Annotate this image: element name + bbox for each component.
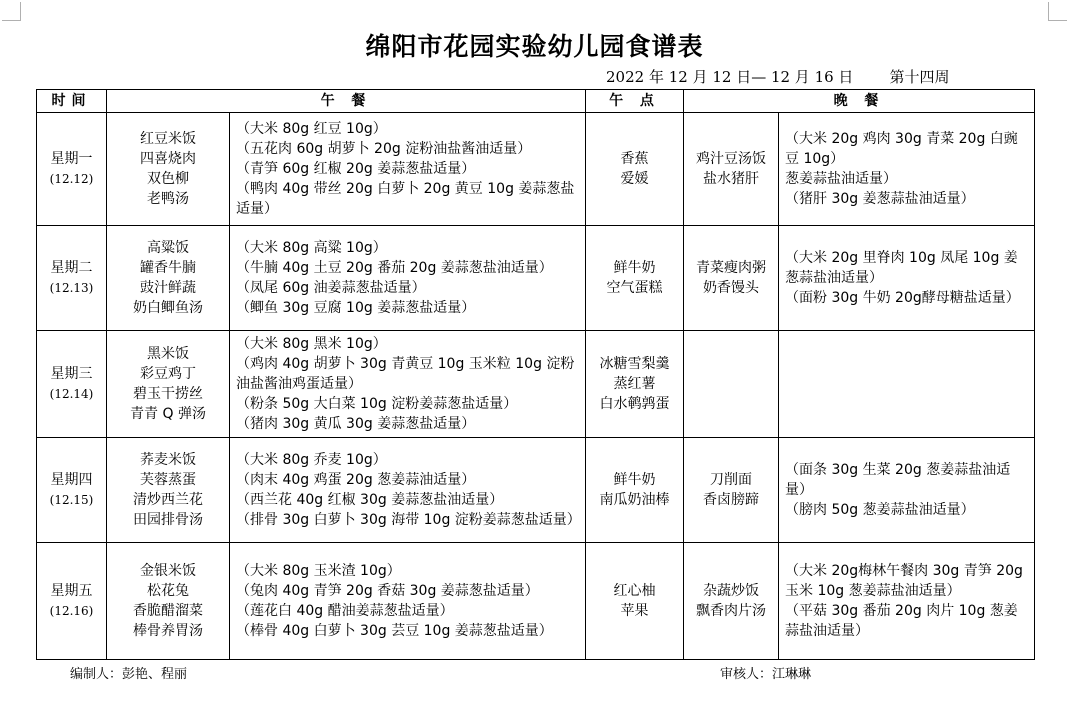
date-line	[606, 66, 949, 87]
lunch-detail: （大米 80g 高粱 10g）	[236, 240, 387, 256]
day-name: 星期四	[50, 472, 93, 488]
snack-cell	[586, 226, 684, 331]
day-date: (12.14)	[49, 387, 94, 401]
dinner-dishes-cell	[684, 543, 779, 660]
lunch-dish: 青青 Q 弹汤	[130, 406, 206, 422]
lunch-detail: （肉末 40g 鸡蛋 20g 葱姜蒜油适量）	[236, 472, 476, 488]
day-row	[37, 543, 1035, 660]
lunch-dish: 奶白鲫鱼汤	[133, 300, 203, 316]
lunch-detail: （粉条 50g 大白菜 10g 淀粉姜蒜葱盐适量）	[236, 396, 518, 412]
day-cell	[37, 331, 107, 438]
lunch-dish: 棒骨养胃汤	[133, 623, 203, 639]
dinner-dish: 奶香馒头	[703, 280, 759, 296]
lunch-detail: （大米 80g 黑米 10g）	[236, 336, 387, 352]
lunch-dish: 罐香牛腩	[140, 260, 196, 276]
dinner-detail: （膀肉 50g 葱姜蒜盐油适量）	[785, 502, 975, 518]
dinner-details-cell	[779, 331, 1035, 438]
lunch-detail: （大米 80g 乔麦 10g）	[236, 452, 387, 468]
lunch-dish: 高粱饭	[147, 240, 189, 256]
dinner-detail: （大米 20g 鸡肉 30g 青菜 20g 白豌豆 10g）	[785, 131, 1018, 167]
dinner-dishes-cell	[684, 331, 779, 438]
lunch-detail: （西兰花 40g 红椒 30g 姜蒜葱盐油适量）	[236, 492, 504, 508]
lunch-dish: 双色柳	[147, 171, 189, 187]
dinner-dishes-cell	[684, 438, 779, 543]
dinner-dish: 香卤膀蹄	[703, 492, 759, 508]
snack-item: 白水鹌鹑蛋	[599, 396, 670, 412]
day-row	[37, 331, 1035, 438]
lunch-dishes-cell	[107, 113, 230, 226]
lunch-detail: （猪肉 30g 黄瓜 30g 姜蒜葱盐适量）	[236, 416, 476, 432]
dinner-dish: 盐水猪肝	[703, 171, 759, 187]
snack-cell	[586, 331, 684, 438]
lunch-detail: （凤尾 60g 油姜蒜葱盐适量）	[236, 280, 426, 296]
menu-table	[36, 89, 1035, 660]
lunch-dish: 四喜烧肉	[140, 151, 196, 167]
dinner-details-cell	[779, 226, 1035, 331]
lunch-dish: 老鸭汤	[147, 191, 189, 207]
lunch-detail: （五花肉 60g 胡萝卜 20g 淀粉油盐酱油适量）	[236, 141, 532, 157]
snack-item: 苹果	[620, 603, 649, 619]
header-lunch: 午 餐	[107, 90, 586, 113]
lunch-details-cell	[230, 226, 586, 331]
page-corner-mark	[2, 2, 21, 21]
lunch-detail: （牛腩 40g 土豆 20g 番茄 20g 姜蒜葱盐油适量）	[236, 260, 553, 276]
day-cell	[37, 543, 107, 660]
editor-label: 编制人：彭艳、程丽	[70, 667, 188, 682]
dinner-details-cell	[779, 438, 1035, 543]
day-cell	[37, 438, 107, 543]
lunch-detail: （青笋 60g 红椒 20g 姜蒜葱盐适量）	[236, 161, 476, 177]
lunch-details-cell	[230, 331, 586, 438]
dinner-detail: （大米 20g梅林午餐肉 30g 青笋 20g 玉米 10g 葱姜蒜盐油适量）	[785, 563, 1023, 599]
lunch-detail: （大米 80g 玉米渣 10g）	[236, 563, 401, 579]
lunch-details-cell	[230, 438, 586, 543]
day-row	[37, 226, 1035, 331]
lunch-dish: 红豆米饭	[140, 131, 196, 147]
snack-item: 红心柚	[613, 583, 656, 599]
day-date: (12.15)	[49, 493, 94, 507]
lunch-dish: 荞麦米饭	[140, 452, 196, 468]
snack-cell	[586, 438, 684, 543]
lunch-details-cell	[230, 543, 586, 660]
page-title: 绵阳市花园实验幼儿园食谱表	[365, 32, 704, 61]
snack-item: 爱媛	[620, 171, 649, 187]
snack-item: 鲜牛奶	[613, 472, 656, 488]
day-date: (12.16)	[49, 604, 94, 618]
lunch-dish: 黑米饭	[147, 346, 189, 362]
lunch-dish: 清炒西兰花	[133, 492, 203, 508]
lunch-dish: 芙蓉蒸蛋	[140, 472, 196, 488]
day-name: 星期一	[50, 151, 93, 167]
day-row	[37, 113, 1035, 226]
day-date: (12.13)	[49, 281, 94, 295]
lunch-detail: （棒骨 40g 白萝卜 30g 芸豆 10g 姜蒜葱盐适量）	[236, 623, 553, 639]
day-cell	[37, 113, 107, 226]
reviewer-label: 审核人：江琳琳	[720, 667, 812, 682]
snack-cell	[586, 113, 684, 226]
lunch-detail: （鸡肉 40g 胡萝卜 30g 青黄豆 10g 玉米粒 10g 淀粉油盐酱油鸡蛋适量）	[236, 356, 575, 392]
lunch-dish: 田园排骨汤	[133, 512, 203, 528]
lunch-dishes-cell	[107, 438, 230, 543]
snack-item: 鲜牛奶	[613, 260, 656, 276]
lunch-detail: （排骨 30g 白萝卜 30g 海带 10g 淀粉姜蒜葱盐适量）	[236, 512, 581, 528]
day-cell	[37, 226, 107, 331]
lunch-dishes-cell	[107, 226, 230, 331]
dinner-details-cell	[779, 543, 1035, 660]
day-name: 星期三	[50, 366, 93, 382]
header-row	[37, 90, 1035, 113]
dinner-detail: （猪肝 30g 姜葱蒜盐油适量）	[785, 191, 975, 207]
lunch-details-cell	[230, 113, 586, 226]
dinner-detail: （面条 30g 生菜 20g 葱姜蒜盐油适量）	[785, 462, 1011, 498]
lunch-dishes-cell	[107, 331, 230, 438]
header-time: 时间	[37, 90, 107, 113]
lunch-detail: （兔肉 40g 青笋 20g 香菇 30g 姜蒜葱盐适量）	[236, 583, 539, 599]
dinner-dish: 鸡汁豆汤饭	[696, 151, 766, 167]
lunch-detail: （鲫鱼 30g 豆腐 10g 姜蒜葱盐适量）	[236, 300, 476, 316]
lunch-dish: 香脆醋溜菜	[133, 603, 203, 619]
day-row	[37, 438, 1035, 543]
header-snack: 午 点	[586, 90, 684, 113]
day-date: (12.12)	[49, 172, 94, 186]
lunch-dish: 碧玉干捞丝	[133, 386, 203, 402]
day-name: 星期五	[50, 583, 93, 599]
dinner-detail: （面粉 30g 牛奶 20g酵母糖盐适量）	[785, 290, 1020, 306]
snack-item: 空气蛋糕	[606, 280, 663, 296]
lunch-dish: 松花兔	[147, 583, 189, 599]
dinner-dish: 青菜瘦肉粥	[696, 260, 766, 276]
lunch-detail: （鸭肉 40g 带丝 20g 白萝卜 20g 黄豆 10g 姜蒜葱盐适量）	[236, 181, 575, 217]
lunch-detail: （大米 80g 红豆 10g）	[236, 121, 387, 137]
dinner-detail: 葱姜蒜盐油适量）	[785, 171, 897, 187]
snack-item: 蒸红薯	[613, 376, 656, 392]
date-range: 2022 年 12 月 12 日— 12 月 16 日	[606, 68, 854, 86]
lunch-dish: 彩豆鸡丁	[140, 366, 196, 382]
week-label: 第十四周	[889, 68, 950, 86]
header-dinner: 晚 餐	[684, 90, 1035, 113]
dinner-detail: （平菇 30g 番茄 20g 肉片 10g 葱姜蒜盐油适量）	[785, 603, 1018, 639]
lunch-dish: 金银米饭	[140, 563, 196, 579]
snack-cell	[586, 543, 684, 660]
lunch-dishes-cell	[107, 543, 230, 660]
dinner-dishes-cell	[684, 226, 779, 331]
lunch-dish: 豉汁鲜蔬	[140, 280, 196, 296]
snack-item: 冰糖雪梨羹	[599, 356, 670, 372]
dinner-dishes-cell	[684, 113, 779, 226]
dinner-dish: 飘香肉片汤	[696, 603, 766, 619]
dinner-dish: 刀削面	[710, 472, 752, 488]
snack-item: 南瓜奶油棒	[599, 492, 670, 508]
day-name: 星期二	[50, 260, 93, 276]
snack-item: 香蕉	[620, 151, 649, 167]
lunch-detail: （莲花白 40g 醋油姜蒜葱盐适量）	[236, 603, 454, 619]
dinner-detail: （大米 20g 里脊肉 10g 凤尾 10g 姜葱蒜盐油适量）	[785, 250, 1018, 286]
dinner-dish: 杂蔬炒饭	[703, 583, 759, 599]
page-corner-mark	[1048, 2, 1067, 21]
dinner-details-cell	[779, 113, 1035, 226]
